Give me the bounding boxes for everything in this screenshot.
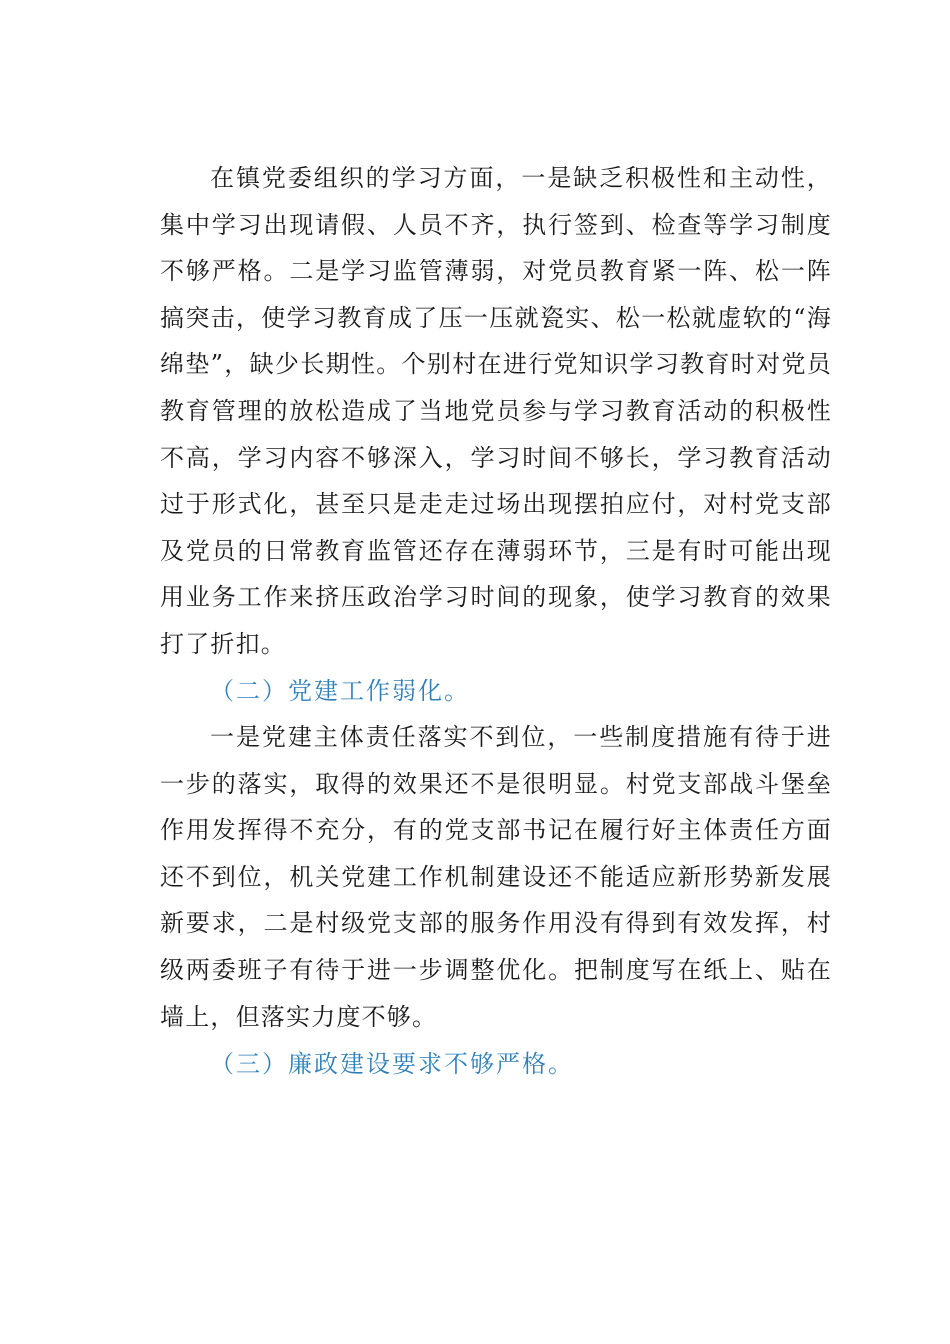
section-heading-integrity: （三）廉政建设要求不够严格。 [210, 1050, 574, 1078]
paragraph-party-building-issues: 一是党建主体责任落实不到位，一些制度措施有待于进一步的落实，取得的效果还不是很明显。村党支部战斗堡垒作用发挥得不充分，有的党支部书记在履行好主体责任方面还不到位，机关党建工作机制建设还不能适应新形势新发展新要求，二是村级党支部的服务作用没有得到有效发挥，村级两委班子有待于进一步调整优化。把制度写在纸上、贴在墙上，但落实力度不够。 [160, 723, 832, 1031]
paragraph-study-issues: 在镇党委组织的学习方面，一是缺乏积极性和主动性，集中学习出现请假、人员不齐，执行签到、检查等学习制度不够严格。二是学习监管薄弱，对党员教育紧一阵、松一阵搞突击，使学习教育成了压一压就瓷实、松一松就虚软的“海绵垫”，缺少长期性。个别村在进行党知识学习教育时对党员教育管理的放松造成了当地党员参与学习教育活动的积极性不高，学习内容不够深入，学习时间不够长，学习教育活动过于形式化，甚至只是走走过场出现摆拍应付，对村党支部及党员的日常教育监管还存在薄弱环节，三是有时可能出现用业务工作来挤压政治学习时间的现象，使学习教育的效果打了折扣。 [160, 164, 832, 658]
section-heading-party-building: （二）党建工作弱化。 [210, 677, 470, 705]
document-body [160, 155, 832, 1088]
